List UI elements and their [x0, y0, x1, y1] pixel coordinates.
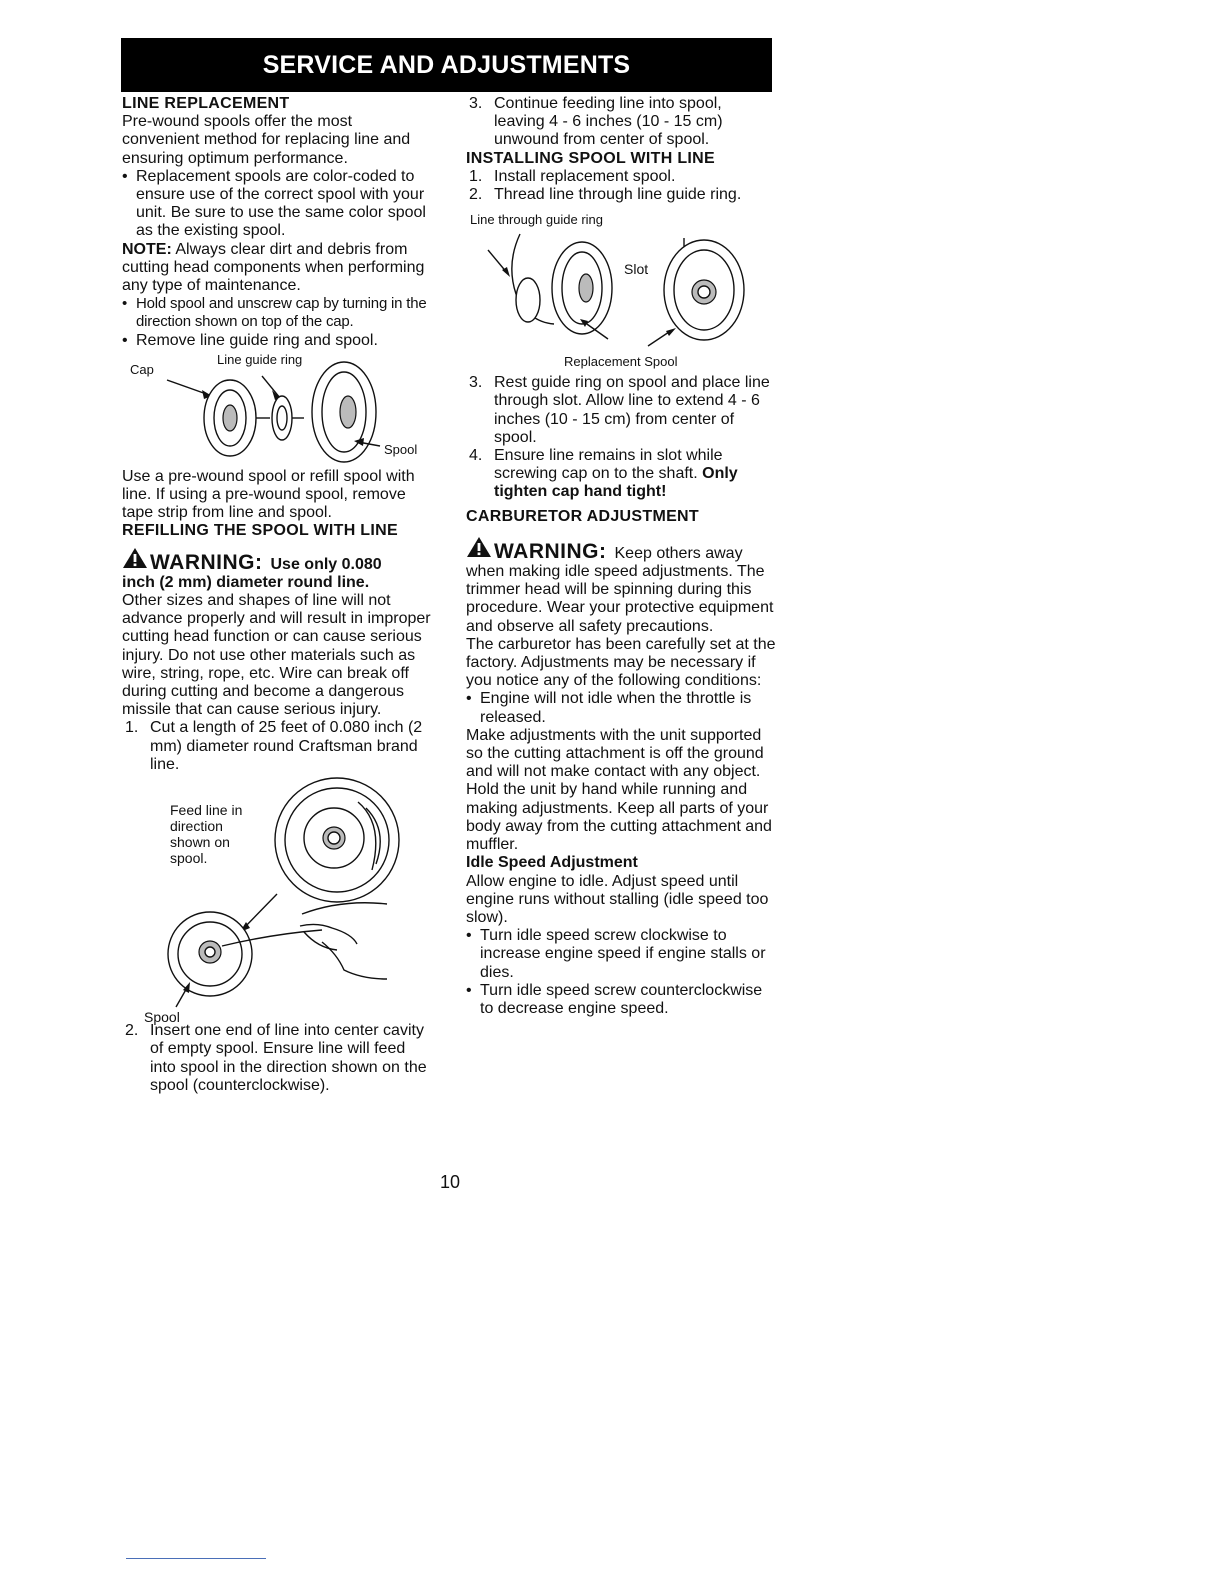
heading-refilling: REFILLING THE SPOOL WITH LINE — [122, 522, 398, 540]
fig3-slot-label: Slot — [624, 261, 649, 278]
feed-line-illustration — [122, 774, 432, 1024]
bullet-hold-spool: • Hold spool and unscrew cap by turning in the direction shown on top of the cap. — [122, 295, 427, 331]
cap-ring-spool-illustration — [122, 350, 432, 468]
fig2-spool-label: Spool — [144, 1009, 180, 1026]
section-banner: SERVICE AND ADJUSTMENTS — [121, 38, 772, 92]
install-step-1: 1. Install replacement spool. — [469, 167, 676, 185]
step-3-continue-feeding: 3. Continue feeding line into spool, leaving 4 - 6 inches (10 - 15 cm) unwound from center of spool. — [469, 95, 723, 149]
warning-idle-adjust: WARNING: Keep others away when making idle speed adjustments. The trimmer head will be spinning during this procedure. Wear your protective equipment and observe all safety precautions. — [466, 536, 776, 636]
heading-idle-speed: Idle Speed Adjustment — [466, 854, 638, 872]
fig3-bottom-label: Replacement Spool — [564, 354, 678, 370]
bullet-clockwise: • Turn idle speed screw clockwise to increase engine speed if engine stalls or dies. — [466, 927, 766, 981]
right-column — [466, 95, 776, 1018]
fig2-feed-label: Feed line in direction shown on spool. — [170, 802, 243, 867]
bullet-engine-idle: • Engine will not idle when the throttle is released. — [466, 690, 752, 726]
bullet-counterclockwise: • Turn idle speed screw counterclockwise to decrease engine speed. — [466, 981, 763, 1017]
install-step-2: 2. Thread line through line guide ring. — [469, 186, 742, 204]
warning-triangle-icon — [466, 536, 492, 558]
heading-line-replacement: LINE REPLACEMENT — [122, 95, 290, 112]
warning-line-size: WARNING: Use only 0.080 inch (2 mm) diameter round line. Other sizes and shapes of line will not advance properly and will result in improper cutting head function or can cause serious injury. Do not use other materials such as wire, string, rope, etc. Wire can break off during cutting and become a dangerous missile that can cause serious injury. — [122, 547, 432, 720]
warning-text: when making idle speed adjustments. The trimmer head will be spinning during this procedure. Wear your protective equipment and observe all safety precautions. — [466, 563, 774, 635]
para-use-prewound: Use a pre-wound spool or refill spool with line. If using a pre-wound spool, remove tape strip from line and spool. — [122, 467, 415, 522]
heading-carburetor: CARBURETOR ADJUSTMENT — [466, 507, 699, 525]
left-column — [122, 95, 432, 1095]
step-2-insert-line: 2. Insert one end of line into center cavity of empty spool. Ensure line will feed into spool in the direction shown on the spool (counterclockwise). — [125, 1022, 427, 1094]
figure-cap-ring-spool — [122, 350, 432, 468]
note: NOTE: Always clear dirt and debris from cutting head components when performing any type of maintenance. — [122, 240, 425, 295]
para-prewound: Pre-wound spools offer the most convenient method for replacing line and ensuring optimum performance. — [122, 113, 411, 167]
fig1-cap-label: Cap — [130, 361, 154, 377]
fig1-ring-label: Line guide ring — [217, 351, 303, 367]
footer-rule — [126, 1558, 266, 1559]
step-1-cut-line: 1. Cut a length of 25 feet of 0.080 inch (2 mm) diameter round Craftsman brand line. — [125, 719, 423, 773]
warning-triangle-icon — [122, 547, 148, 569]
bullet-replacement-spools: • Replacement spools are color-coded to ensure use of the correct spool with your unit. Be sure to use the same color spool as the existing spool. — [122, 167, 426, 240]
fig1-spool-label: Spool — [384, 441, 418, 457]
install-step-3: 3. Rest guide ring on spool and place line through slot. Allow line to extend 4 - 6 inches (10 - 15 cm) from center of spool. — [469, 374, 770, 446]
warning-text: Other sizes and shapes of line will not advance properly and will result in improper cutting head function or can cause serious injury. Do not use other materials such as wire, string, rope, etc. Wire can break off during cutting and become a dangerous missile that can cause serious injury. — [122, 592, 431, 719]
figure-guide-ring-slot — [466, 204, 776, 374]
figure-feed-line — [122, 774, 432, 1026]
page-number: 10 — [440, 1172, 461, 1192]
install-step-4: 4. Ensure line remains in slot while screwing cap on to the shaft. Only tighten cap hand tight! — [469, 447, 738, 501]
fig3-top-label: Line through guide ring — [470, 212, 603, 228]
para-make-adjustments: Make adjustments with the unit supported so the cutting attachment is off the ground and will not make contact with any object. Hold the unit by hand while running and making adjustments. Keep all parts of your body away from the cutting attachment and muffler. — [466, 726, 772, 854]
heading-installing-spool: INSTALLING SPOOL WITH LINE — [466, 149, 715, 167]
para-carburetor-set: The carburetor has been carefully set at the factory. Adjustments may be necessary if you notice any of the following conditions: — [466, 635, 776, 690]
bullet-remove-ring: • Remove line guide ring and spool. — [122, 331, 378, 349]
para-allow-idle: Allow engine to idle. Adjust speed until engine runs without stalling (idle speed too slow). — [466, 872, 769, 926]
guide-ring-slot-illustration — [466, 204, 776, 354]
